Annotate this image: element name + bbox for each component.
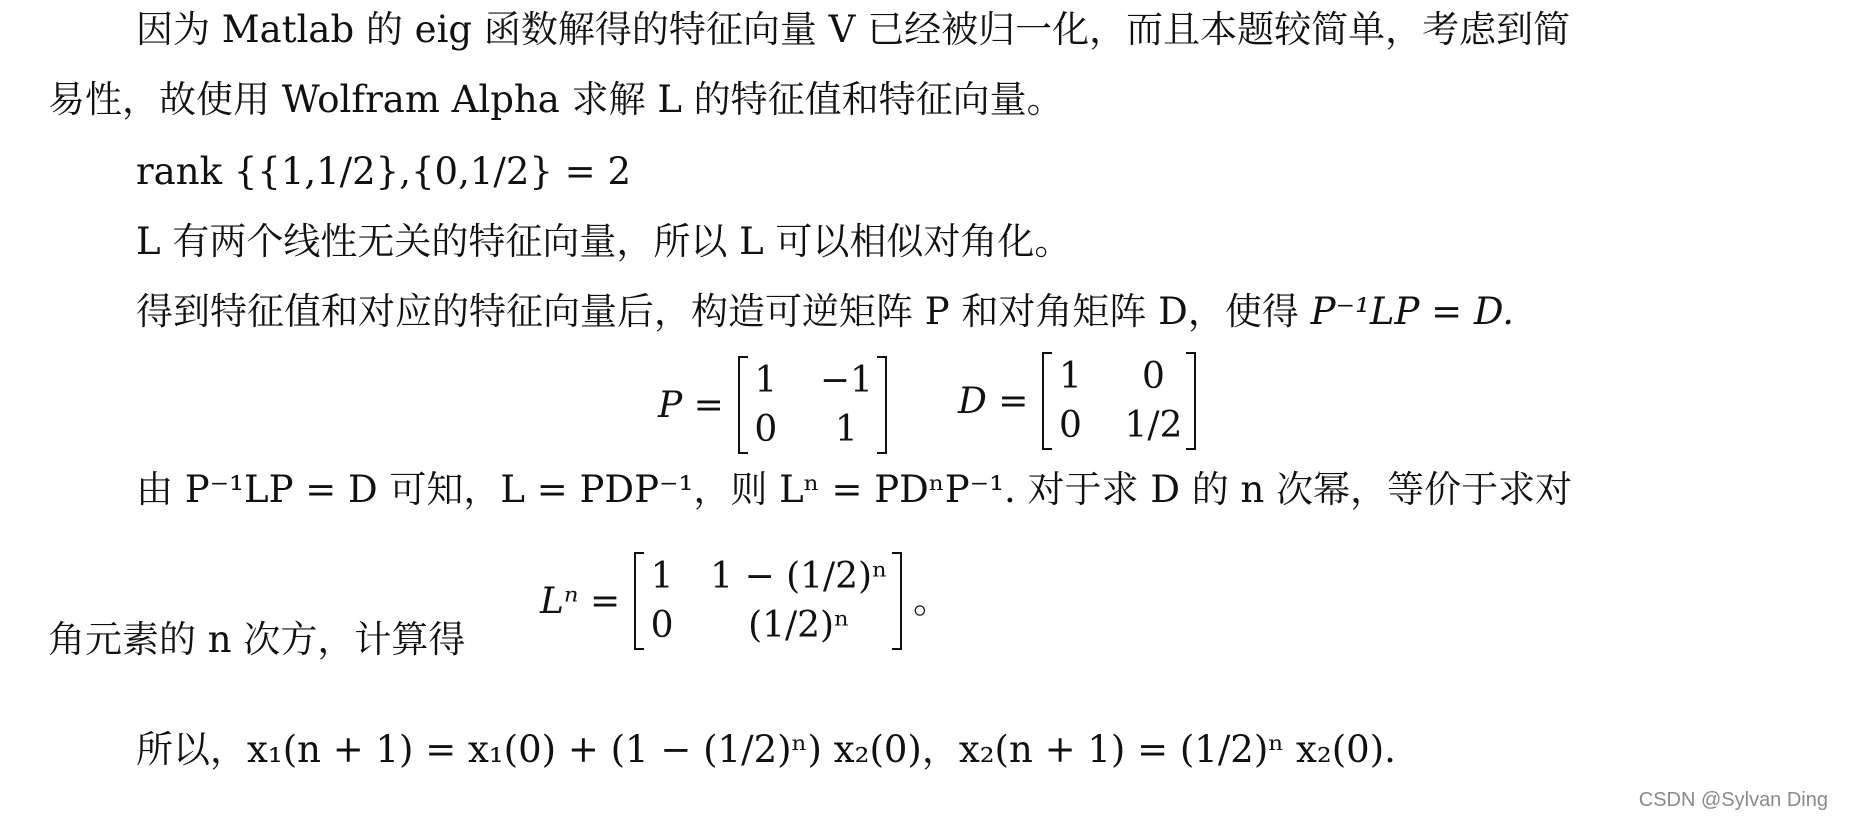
matrix-d-equation: [958, 352, 1196, 450]
matrix-ln-cell: 0: [650, 605, 674, 646]
matrix-d-cell: 0: [1142, 356, 1165, 397]
matrix-d-label: D =: [958, 380, 1029, 422]
matrix-p-cell: −1: [819, 360, 873, 401]
ln-computation-line: [48, 618, 465, 662]
power-statement: 由 P⁻¹LP = D 可知，L = PDP⁻¹，则 Lⁿ = PDⁿP⁻¹. 对于求 D 的 n 次幂，等价于求对: [136, 468, 1573, 511]
recurrence-solution: 所以，x₁(n + 1) = x₁(0) + (1 − (1/2)ⁿ) x₂(0)，x₂(n + 1) = (1/2)ⁿ x₂(0).: [136, 728, 1396, 771]
matrix-ln-cell: 1 − (1/2)ⁿ: [710, 556, 888, 597]
matrix-ln-equation: [540, 552, 950, 650]
construct-pd-math: P⁻¹LP = D.: [1310, 290, 1514, 333]
matrix-p-cell: 1: [754, 360, 778, 401]
diagonalizable-statement: L 有两个线性无关的特征向量，所以 L 可以相似对角化。: [136, 220, 1072, 263]
matrix-p-label: P =: [658, 384, 724, 426]
paragraph-matlab-note: 因为 Matlab 的 eig 函数解得的特征向量 V 已经被归一化，而且本题较简单，考虑到简: [136, 8, 1571, 51]
construct-pd-statement: [136, 290, 1514, 334]
csdn-watermark: CSDN @Sylvan Ding: [1638, 789, 1828, 811]
paragraph-wolfram-note: 易性，故使用 Wolfram Alpha 求解 L 的特征值和特征向量。: [48, 78, 1064, 121]
ln-computation-text: 角元素的 n 次方，计算得: [48, 618, 466, 661]
matrix-ln-cell: (1/2)ⁿ: [748, 605, 850, 646]
construct-pd-text: 得到特征值和对应的特征向量后，构造可逆矩阵 P 和对角矩阵 D，使得: [136, 290, 1311, 333]
matrix-p: [738, 356, 887, 454]
matrix-d: [1042, 352, 1196, 450]
matrix-ln-label: Lⁿ =: [540, 580, 621, 622]
matrix-ln-cell: 1: [650, 556, 674, 597]
matrix-d-cell: 0: [1059, 405, 1082, 446]
ln-period: 。: [913, 578, 951, 622]
rank-statement: rank {{1,1/2},{0,1/2} = 2: [136, 150, 631, 193]
matrix-ln: [634, 552, 902, 650]
matrix-p-cell: 1: [834, 409, 858, 450]
matrix-d-cell: 1: [1059, 356, 1082, 397]
matrix-p-equation: [658, 356, 887, 454]
matrix-d-cell: 1/2: [1124, 405, 1183, 446]
matrix-p-cell: 0: [754, 409, 778, 450]
